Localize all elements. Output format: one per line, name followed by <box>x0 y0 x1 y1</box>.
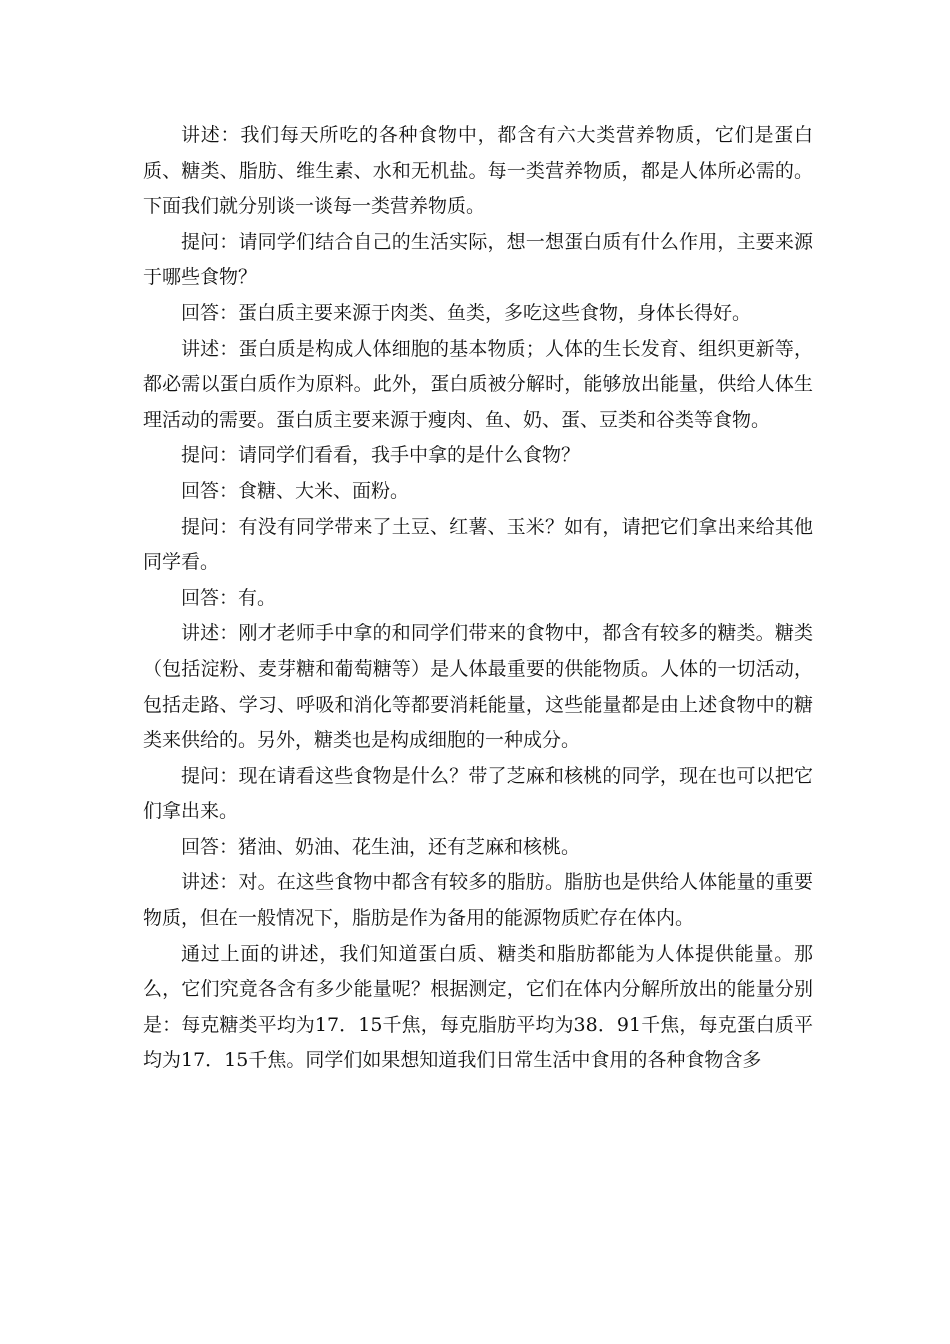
paragraph-answer-protein: 回答：蛋白质主要来源于肉类、鱼类，多吃这些食物，身体长得好。 <box>181 301 752 324</box>
paragraph-answer-fats: 回答：猪油、奶油、花生油，还有芝麻和核桃。 <box>181 835 581 858</box>
paragraph-answer-yes: 回答：有。 <box>181 586 277 609</box>
paragraph-answer-food-in-hand: 回答：食糖、大米、面粉。 <box>181 479 410 502</box>
paragraph-question-potato-corn: 提问：有没有同学带来了土豆、红薯、玉米？如有，请把它们拿出来给其他同学看。 <box>143 515 813 574</box>
paragraph-question-protein: 提问：请同学们结合自己的生活实际，想一想蛋白质有什么作用，主要来源于哪些食物？ <box>143 230 813 289</box>
paragraph-narration-nutrients: 讲述：我们每天所吃的各种食物中，都含有六大类营养物质，它们是蛋白质、糖类、脂肪、维生素、水和无机盐。每一类营养物质，都是人体所必需的。下面我们就分别谈一谈每一类营养物质。 <box>143 124 813 218</box>
paragraph-narration-protein: 讲述：蛋白质是构成人体细胞的基本物质；人体的生长发育、组织更新等，都必需以蛋白质作为原料。此外，蛋白质被分解时，能够放出能量，供给人体生理活动的需要。蛋白质主要来源于瘦肉、鱼、奶、蛋、豆类和谷类等食物。 <box>143 337 813 431</box>
document-body <box>143 118 813 1079</box>
paragraph-question-sesame-walnut: 提问：现在请看这些食物是什么？带了芝麻和核桃的同学，现在也可以把它们拿出来。 <box>143 764 813 823</box>
paragraph-narration-fats: 讲述：对。在这些食物中都含有较多的脂肪。脂肪也是供给人体能量的重要物质，但在一般情况下，脂肪是作为备用的能源物质贮存在体内。 <box>143 871 813 930</box>
paragraph-question-food-in-hand: 提问：请同学们看看，我手中拿的是什么食物？ <box>181 444 581 467</box>
paragraph-energy-values: 通过上面的讲述，我们知道蛋白质、糖类和脂肪都能为人体提供能量。那么，它们究竟各含有多少能量呢？根据测定，它们在体内分解所放出的能量分别是：每克糖类平均为17．15千焦，每克脂肪平均为38．91千焦，每克蛋白质平均为17．15千焦。同学们如果想知道我们日常生活中食用的各种食物含多 <box>143 942 813 1072</box>
paragraph-narration-carbohydrates: 讲述：刚才老师手中拿的和同学们带来的食物中，都含有较多的糖类。糖类（包括淀粉、麦芽糖和葡萄糖等）是人体最重要的供能物质。人体的一切活动，包括走路、学习、呼吸和消化等都要消耗能量，这些能量都是由上述食物中的糖类来供给的。另外，糖类也是构成细胞的一种成分。 <box>143 622 813 752</box>
